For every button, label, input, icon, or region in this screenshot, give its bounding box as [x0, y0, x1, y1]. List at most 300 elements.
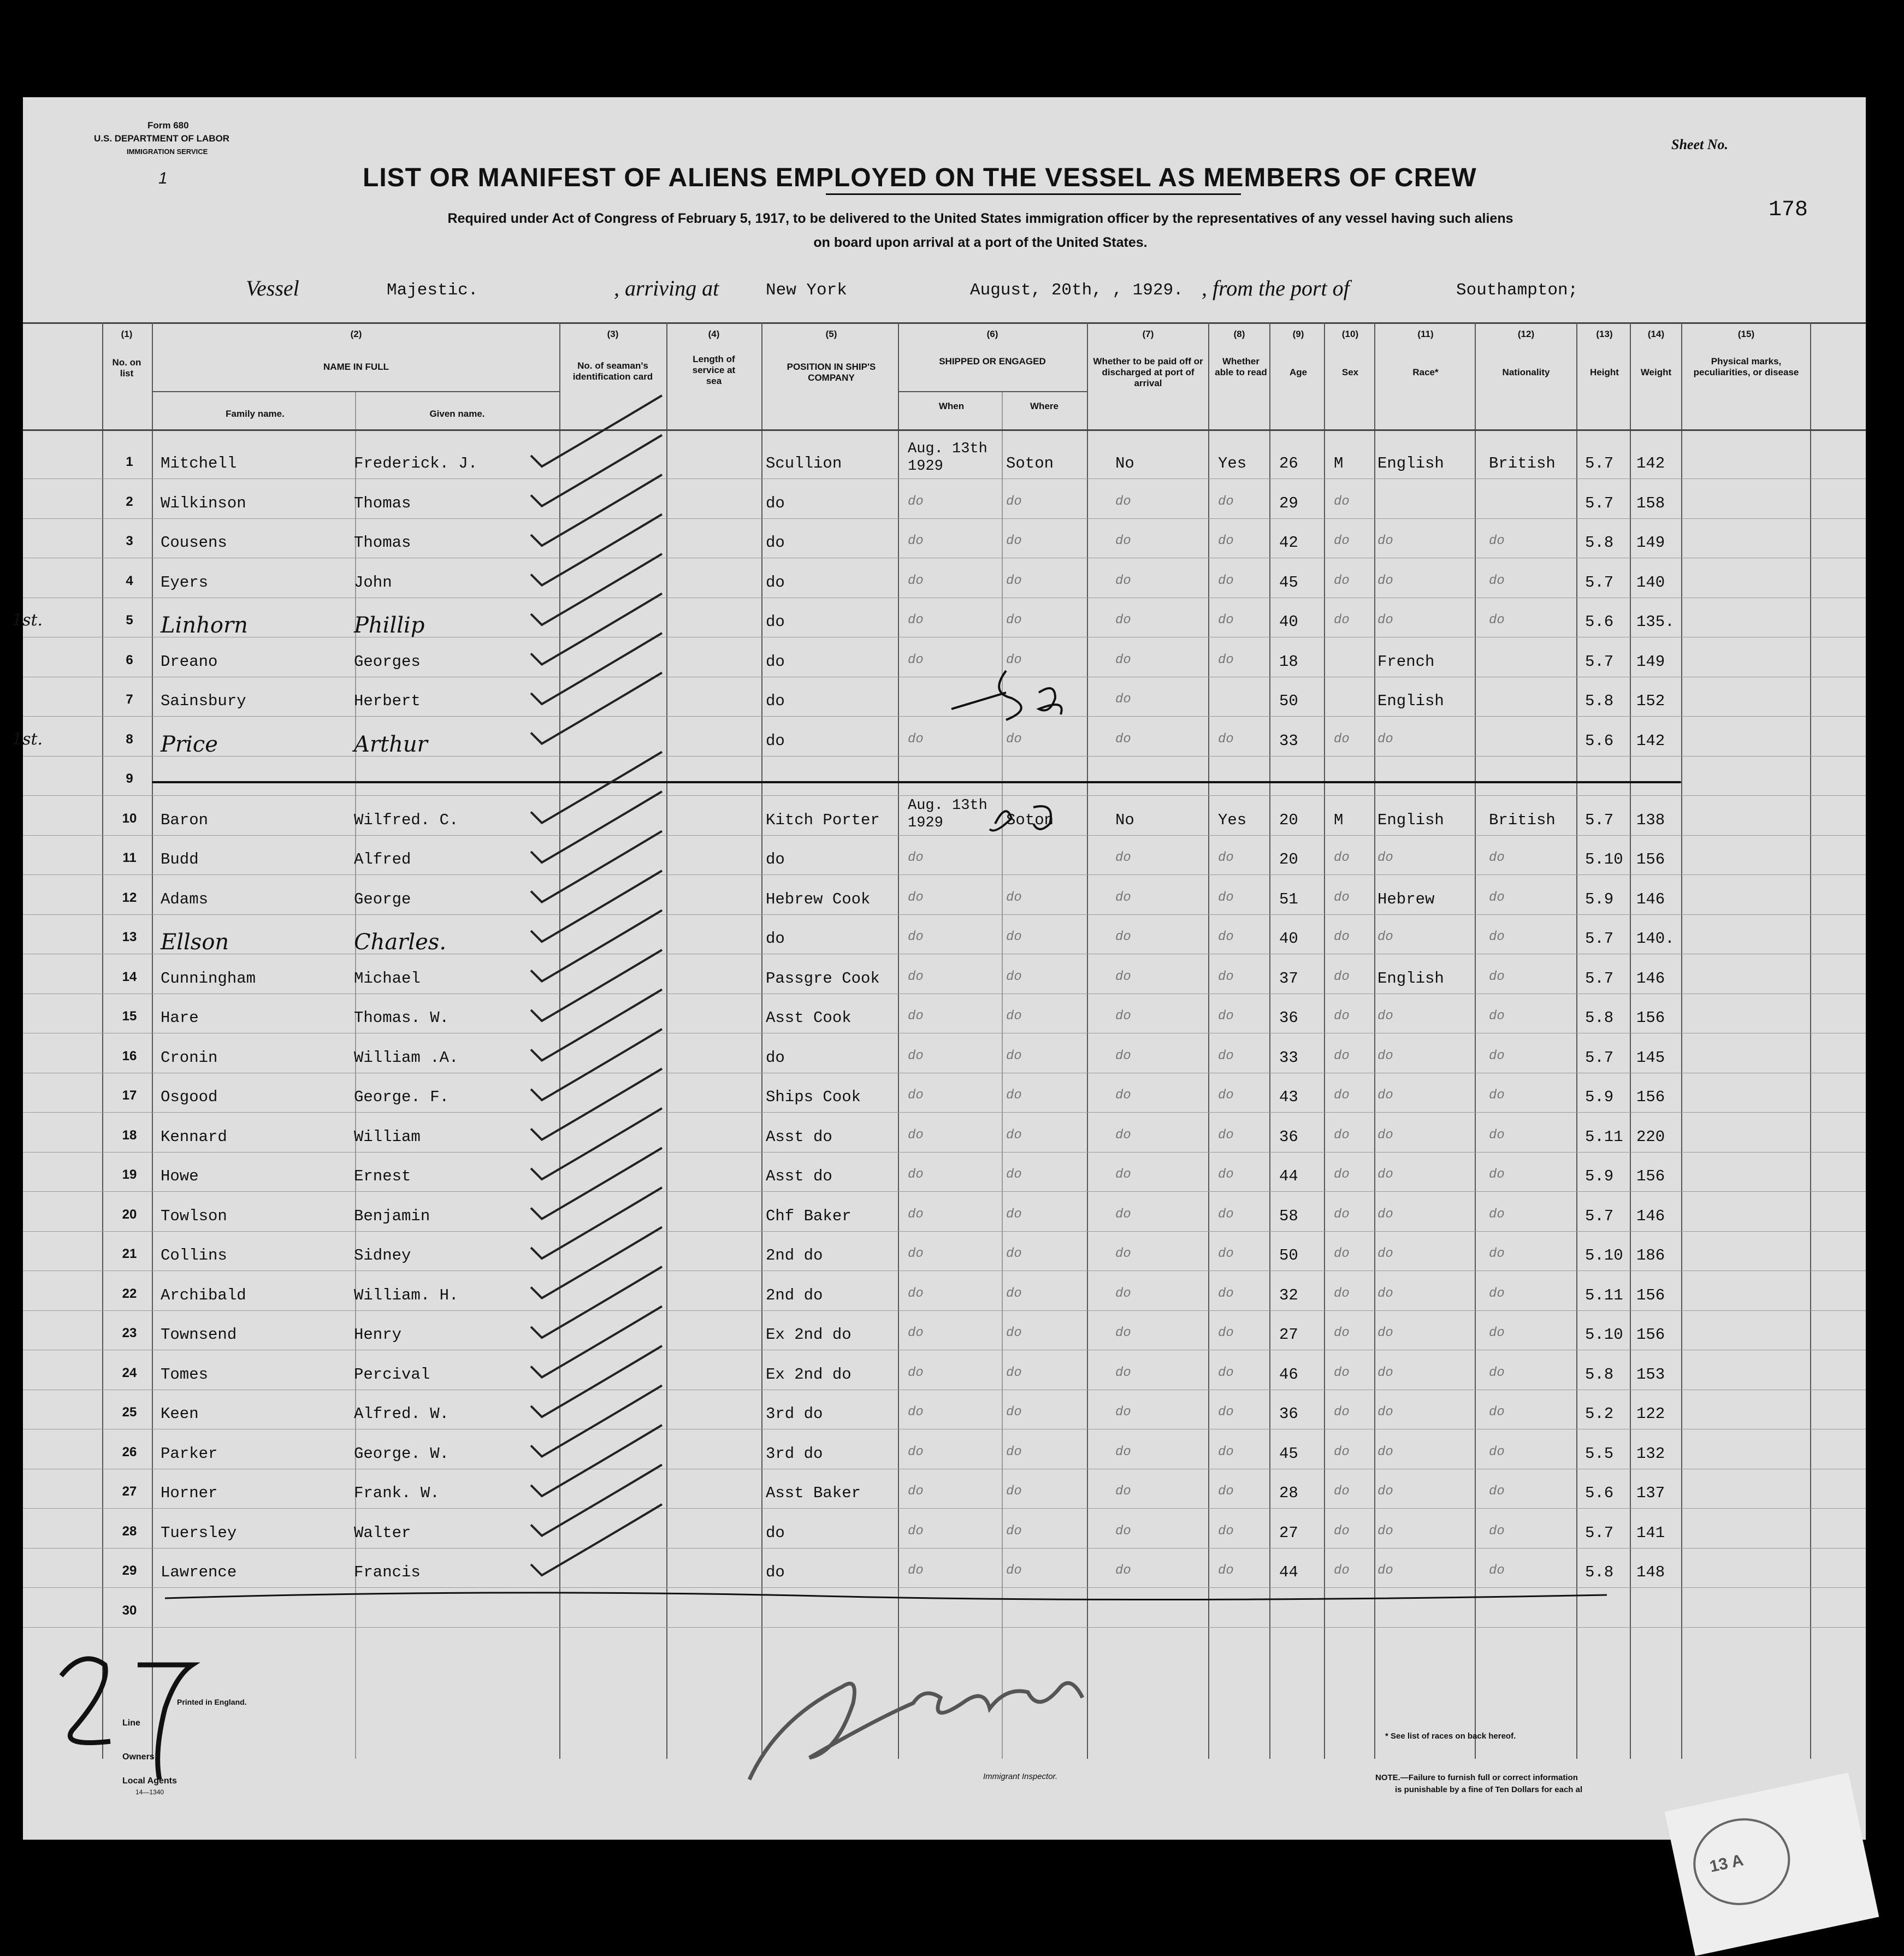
cell-paid: do [1115, 1048, 1131, 1063]
table-row [23, 484, 1866, 524]
cell-given: Phillip [354, 613, 425, 638]
check-mark [531, 1307, 662, 1378]
cell-where: do [1006, 1484, 1022, 1499]
cell-race: English [1377, 811, 1444, 829]
cell-race: do [1377, 1048, 1393, 1063]
cell-age: 40 [1279, 613, 1298, 631]
cell-read: do [1218, 850, 1234, 865]
cell-family: Tomes [161, 1365, 209, 1384]
cell-family: Parker [161, 1444, 218, 1463]
cell-paid: do [1115, 1365, 1131, 1380]
col-2-num: (2) [350, 329, 362, 339]
cell-when: Aug. 13th 1929 [908, 797, 988, 831]
cell-position: do [766, 692, 785, 710]
cell-age: 50 [1279, 1246, 1298, 1264]
cell-when: do [908, 1009, 924, 1024]
check-mark [531, 990, 662, 1061]
cell-given: Charles. [354, 930, 447, 955]
cell-when: do [908, 890, 924, 905]
table-row [23, 1514, 1866, 1553]
cell-paid: do [1115, 494, 1131, 509]
cell-weight: 156 [1636, 1326, 1665, 1344]
cell-read: do [1218, 1326, 1234, 1340]
cell-no: 7 [126, 692, 133, 707]
check-mark [531, 395, 662, 466]
table-row [23, 999, 1866, 1038]
local-agents-label: Local Agents [122, 1776, 177, 1786]
cell-where: do [1006, 1286, 1022, 1301]
cell-weight: 142 [1636, 454, 1665, 472]
cell-weight: 156 [1636, 1088, 1665, 1106]
row-rule [23, 1112, 1866, 1113]
row-rule [23, 1587, 1866, 1588]
cell-read: do [1218, 890, 1234, 905]
cell-where: do [1006, 1127, 1022, 1143]
cell-read: do [1218, 1405, 1234, 1420]
check-mark [531, 950, 662, 1021]
cell-family: Hare [161, 1009, 199, 1027]
page-mark: 1 [158, 169, 168, 187]
cell-age: 43 [1279, 1088, 1298, 1106]
note-line-2: is punishable by a fine of Ten Dollars for each al [1395, 1785, 1583, 1794]
cell-given: Thomas [354, 494, 411, 512]
cell-race: Hebrew [1377, 890, 1435, 908]
table-row [23, 441, 1866, 484]
row-rule [23, 1270, 1866, 1271]
cell-weight: 145 [1636, 1048, 1665, 1067]
cell-sex: do [1334, 1523, 1350, 1539]
cell-given: Herbert [354, 692, 421, 710]
row-rule [23, 1310, 1866, 1311]
cell-when: do [908, 1286, 924, 1301]
table-row [23, 1157, 1866, 1197]
cell-given: John [354, 573, 392, 592]
table-row [23, 564, 1866, 603]
cell-nationality: do [1489, 1326, 1505, 1340]
table-row [23, 1277, 1866, 1316]
department-label: U.S. DEPARTMENT OF LABOR [94, 133, 230, 144]
cell-height: 5.6 [1585, 731, 1614, 750]
cell-height: 5.11 [1585, 1286, 1623, 1304]
cell-when: do [908, 534, 924, 548]
cell-given: William .A. [354, 1048, 459, 1067]
cell-where: do [1006, 1405, 1022, 1420]
check-mark [531, 1227, 662, 1298]
cell-position: do [766, 494, 785, 512]
col-5-num: (5) [825, 329, 837, 339]
cell-position: Chf Baker [766, 1207, 852, 1225]
check-mark [531, 475, 662, 546]
cell-nationality: do [1489, 1405, 1505, 1420]
cell-sex: do [1334, 969, 1350, 984]
cell-family: Budd [161, 850, 199, 868]
cell-weight: 146 [1636, 1207, 1665, 1225]
cell-given: George. F. [354, 1088, 450, 1106]
cell-no: 25 [122, 1405, 137, 1420]
arriving-label: , arriving at [614, 276, 719, 300]
from-port: Southampton; [1456, 281, 1578, 300]
cell-no: 3 [126, 534, 133, 548]
cell-family: Horner [161, 1484, 218, 1502]
cell-sex: do [1334, 1286, 1350, 1301]
cell-family: Tuersley [161, 1523, 237, 1542]
cell-age: 26 [1279, 454, 1298, 472]
table-row [23, 920, 1866, 959]
col-3-num: (3) [607, 329, 619, 339]
cell-when: do [908, 494, 924, 509]
cell-sex: do [1334, 613, 1350, 628]
inspector-label: Immigrant Inspector. [983, 1772, 1058, 1781]
cell-race: do [1377, 731, 1393, 747]
table-row [23, 1237, 1866, 1276]
manifest-sheet [12, 97, 1866, 1876]
cell-paid: do [1115, 1326, 1131, 1340]
cell-race: do [1377, 1326, 1393, 1340]
cell-nationality: do [1489, 1246, 1505, 1261]
col-1-num: (1) [121, 329, 133, 339]
cell-read: do [1218, 652, 1234, 667]
cell-when: do [908, 969, 924, 984]
check-mark [531, 673, 662, 744]
cell-position: Asst Baker [766, 1484, 861, 1502]
cell-read: do [1218, 1127, 1234, 1143]
cell-read: do [1218, 1207, 1234, 1222]
check-mark [531, 1504, 662, 1575]
cell-when: do [908, 1246, 924, 1261]
col-8-num: (8) [1233, 329, 1245, 339]
cell-sex: do [1334, 534, 1350, 548]
closing-line [165, 1588, 1612, 1610]
cell-height: 5.9 [1585, 1088, 1614, 1106]
cell-nationality: do [1489, 613, 1505, 628]
check-mark [531, 1465, 662, 1536]
check-mark [531, 594, 662, 665]
cell-sex: do [1334, 1246, 1350, 1261]
cell-family: Cunningham [161, 969, 256, 988]
cell-paid: do [1115, 692, 1131, 707]
cell-read: do [1218, 930, 1234, 944]
check-mark [531, 791, 662, 862]
cell-race: do [1377, 1563, 1393, 1578]
cell-position: 3rd do [766, 1444, 823, 1463]
cell-read: do [1218, 573, 1234, 588]
cell-given: Percival [354, 1365, 430, 1384]
cell-no: 15 [122, 1009, 137, 1024]
cell-race: do [1377, 850, 1393, 865]
form-code: 14—1340 [135, 1788, 164, 1796]
cell-paid: do [1115, 890, 1131, 905]
cell-position: 2nd do [766, 1246, 823, 1264]
cell-family: Mitchell [161, 454, 237, 472]
cell-where: Soton [1006, 811, 1054, 829]
cell-where: do [1006, 494, 1022, 509]
cell-family: Cousens [161, 534, 227, 552]
cell-read: Yes [1218, 811, 1247, 829]
row-rule [23, 1191, 1866, 1192]
name-subrule [152, 391, 559, 392]
handwritten-scribble [930, 660, 1137, 758]
cell-age: 44 [1279, 1563, 1298, 1581]
cell-height: 5.8 [1585, 1009, 1614, 1027]
cell-given: Georges [354, 652, 421, 671]
table-top-rule [23, 322, 1866, 324]
cell-race: English [1377, 454, 1444, 472]
cell-paid: do [1115, 652, 1131, 667]
cell-when: do [908, 1563, 924, 1578]
cell-age: 18 [1279, 652, 1298, 671]
cell-position: Passgre Cook [766, 969, 880, 988]
cell-position: do [766, 731, 785, 750]
cell-weight: 156 [1636, 1009, 1665, 1027]
cell-no: 26 [122, 1444, 137, 1459]
cell-where: do [1006, 534, 1022, 548]
cell-weight: 152 [1636, 692, 1665, 710]
cell-height: 5.10 [1585, 850, 1623, 868]
cell-family: Keen [161, 1405, 199, 1423]
cell-age: 29 [1279, 494, 1298, 512]
check-mark [531, 1108, 662, 1179]
col-10-label: Sex [1341, 367, 1359, 377]
cell-race: do [1377, 1523, 1393, 1539]
group-separator [152, 781, 1681, 783]
cell-where: do [1006, 1048, 1022, 1063]
cell-weight: 149 [1636, 534, 1665, 552]
cell-sex: do [1334, 731, 1350, 747]
cell-paid: do [1115, 534, 1131, 548]
cell-given: Alfred [354, 850, 411, 868]
check-mark [531, 1148, 662, 1219]
cell-no: 10 [122, 811, 137, 826]
cell-when: do [908, 652, 924, 667]
table-row [23, 960, 1866, 999]
col-3-label: No. of seaman's identification card [572, 361, 653, 382]
arriving-port: New York [766, 281, 847, 300]
cell-height: 5.8 [1585, 1563, 1614, 1581]
cell-sex: do [1334, 1365, 1350, 1380]
cell-paid: do [1115, 850, 1131, 865]
cell-race: do [1377, 534, 1393, 548]
cell-read: do [1218, 613, 1234, 628]
cell-no: 2 [126, 494, 133, 509]
cell-position: 2nd do [766, 1286, 823, 1304]
cell-height: 5.9 [1585, 1167, 1614, 1185]
cell-age: 27 [1279, 1523, 1298, 1542]
cell-age: 33 [1279, 731, 1298, 750]
cell-paid: do [1115, 969, 1131, 984]
cell-when: do [908, 1326, 924, 1340]
cell-where: do [1006, 1326, 1022, 1340]
row-rule [23, 518, 1866, 519]
cell-race: English [1377, 692, 1444, 710]
cell-when: do [908, 1365, 924, 1380]
col-5-label: POSITION IN SHIP'S COMPANY [787, 362, 876, 383]
cell-read: do [1218, 1286, 1234, 1301]
cell-family: Cronin [161, 1048, 218, 1067]
cell-race: do [1377, 1286, 1393, 1301]
cell-read: do [1218, 969, 1234, 984]
col-6-label: SHIPPED OR ENGAGED [939, 356, 1046, 367]
cell-age: 46 [1279, 1365, 1298, 1384]
cell-given: Ernest [354, 1167, 411, 1185]
col-8-label: Whether able to read [1215, 356, 1267, 377]
cell-height: 5.7 [1585, 1207, 1614, 1225]
cell-paid: do [1115, 1444, 1131, 1459]
cell-weight: 156 [1636, 850, 1665, 868]
table-row [23, 881, 1866, 920]
cell-nationality: do [1489, 1167, 1505, 1182]
check-mark [531, 831, 662, 902]
stamp-date: 13 A [1708, 1851, 1745, 1876]
cell-given: William. H. [354, 1286, 459, 1304]
cell-race: do [1377, 1207, 1393, 1222]
check-mark [531, 1267, 662, 1338]
col-2-family: Family name. [226, 409, 285, 419]
col-7-num: (7) [1142, 329, 1154, 339]
cell-where: do [1006, 1009, 1022, 1024]
cell-read: do [1218, 534, 1234, 548]
cell-read: do [1218, 1563, 1234, 1578]
cell-where: do [1006, 1365, 1022, 1380]
cell-given: Wilfred. C. [354, 811, 459, 829]
cell-weight: 140 [1636, 573, 1665, 592]
cell-where: do [1006, 1246, 1022, 1261]
cell-age: 50 [1279, 692, 1298, 710]
cell-when: do [908, 1088, 924, 1103]
cell-where: do [1006, 573, 1022, 588]
cell-no: 24 [122, 1365, 137, 1380]
col-15-label: Physical marks, peculiarities, or disease [1693, 356, 1799, 377]
cell-position: do [766, 1563, 785, 1581]
cell-sex: do [1334, 890, 1350, 905]
cell-no: 22 [122, 1286, 137, 1301]
cell-weight: 140. [1636, 930, 1675, 948]
cell-no: 19 [122, 1167, 137, 1182]
cell-age: 58 [1279, 1207, 1298, 1225]
cell-race: do [1377, 573, 1393, 588]
cell-height: 5.2 [1585, 1405, 1614, 1423]
cell-position: do [766, 573, 785, 592]
cell-given: Henry [354, 1326, 402, 1344]
cell-position: Asst do [766, 1127, 832, 1146]
col-12-label: Nationality [1502, 367, 1550, 377]
title-underline [826, 193, 1241, 195]
cell-nationality: do [1489, 534, 1505, 548]
col-12-num: (12) [1517, 329, 1535, 339]
cell-family: Kennard [161, 1127, 227, 1146]
cell-paid: do [1115, 1009, 1131, 1024]
col-9-num: (9) [1292, 329, 1304, 339]
cell-sex: do [1334, 1444, 1350, 1459]
cell-position: do [766, 613, 785, 631]
col-2-given: Given name. [429, 409, 485, 419]
cell-nationality: do [1489, 1088, 1505, 1103]
cell-family: Eyers [161, 573, 209, 592]
cell-where: do [1006, 613, 1022, 628]
cell-given: Francis [354, 1563, 421, 1581]
sheet-label: Sheet No. [1671, 137, 1728, 152]
cell-position: Ex 2nd do [766, 1365, 852, 1384]
cell-weight: 122 [1636, 1405, 1665, 1423]
cell-family: Ellson [161, 930, 229, 955]
cell-where: do [1006, 1563, 1022, 1578]
cell-sex: do [1334, 1127, 1350, 1143]
cell-paid: do [1115, 1167, 1131, 1182]
cell-race: English [1377, 969, 1444, 988]
cell-no: 8 [126, 731, 133, 747]
cell-nationality: do [1489, 573, 1505, 588]
cell-position: do [766, 534, 785, 552]
col-2-label: NAME IN FULL [323, 362, 389, 372]
table-row [23, 1474, 1866, 1514]
row-rule [23, 1231, 1866, 1232]
check-mark [531, 554, 662, 625]
col-9-label: Age [1289, 367, 1308, 377]
cell-no: 4 [126, 573, 133, 588]
cell-paid: do [1115, 1246, 1131, 1261]
cell-weight: 146 [1636, 890, 1665, 908]
cell-paid: do [1115, 1207, 1131, 1222]
handwritten-scribble [930, 785, 1126, 851]
cell-given: George. W. [354, 1444, 450, 1463]
cell-given: Walter [354, 1523, 411, 1542]
check-mark [531, 435, 662, 506]
cell-when: do [908, 1405, 924, 1420]
cell-nationality: do [1489, 1523, 1505, 1539]
cell-paid: do [1115, 1405, 1131, 1420]
check-mark [531, 1386, 662, 1457]
col-1-label: No. on list [112, 357, 141, 379]
cell-position: do [766, 930, 785, 948]
cell-when: do [908, 573, 924, 588]
line-label: Line [122, 1718, 140, 1728]
cell-height: 5.7 [1585, 494, 1614, 512]
check-mark [531, 515, 662, 586]
sheet-number: 178 [1769, 198, 1808, 222]
cell-when: do [908, 613, 924, 628]
cell-height: 5.10 [1585, 1326, 1623, 1344]
cell-height: 5.8 [1585, 534, 1614, 552]
cell-height: 5.6 [1585, 1484, 1614, 1502]
cell-paid: do [1115, 1484, 1131, 1499]
cell-paid: do [1115, 731, 1131, 747]
service-label: IMMIGRATION SERVICE [127, 147, 208, 156]
cell-nationality: do [1489, 930, 1505, 944]
cell-height: 5.8 [1585, 1365, 1614, 1384]
cell-read: do [1218, 731, 1234, 747]
col-6-when: When [938, 401, 965, 411]
table-row [23, 1553, 1866, 1593]
cell-no: 12 [122, 890, 137, 905]
cell-weight: 156 [1636, 1286, 1665, 1304]
cell-when: do [908, 930, 924, 944]
cell-read: do [1218, 1484, 1234, 1499]
check-mark [531, 871, 662, 942]
cell-given: Frank. W. [354, 1484, 440, 1502]
table-row [23, 1316, 1866, 1355]
cell-nationality: do [1489, 1009, 1505, 1024]
cell-age: 36 [1279, 1405, 1298, 1423]
table-row [12, 603, 1866, 642]
cell-weight: 158 [1636, 494, 1665, 512]
cell-no: 30 [122, 1603, 137, 1618]
cell-position: do [766, 652, 785, 671]
cell-weight: 153 [1636, 1365, 1665, 1384]
cell-family: Townsend [161, 1326, 237, 1344]
owners-label: Owners [122, 1752, 155, 1762]
cell-weight: 135. [1636, 613, 1675, 631]
cell-when: do [908, 731, 924, 747]
cell-weight: 220 [1636, 1127, 1665, 1146]
